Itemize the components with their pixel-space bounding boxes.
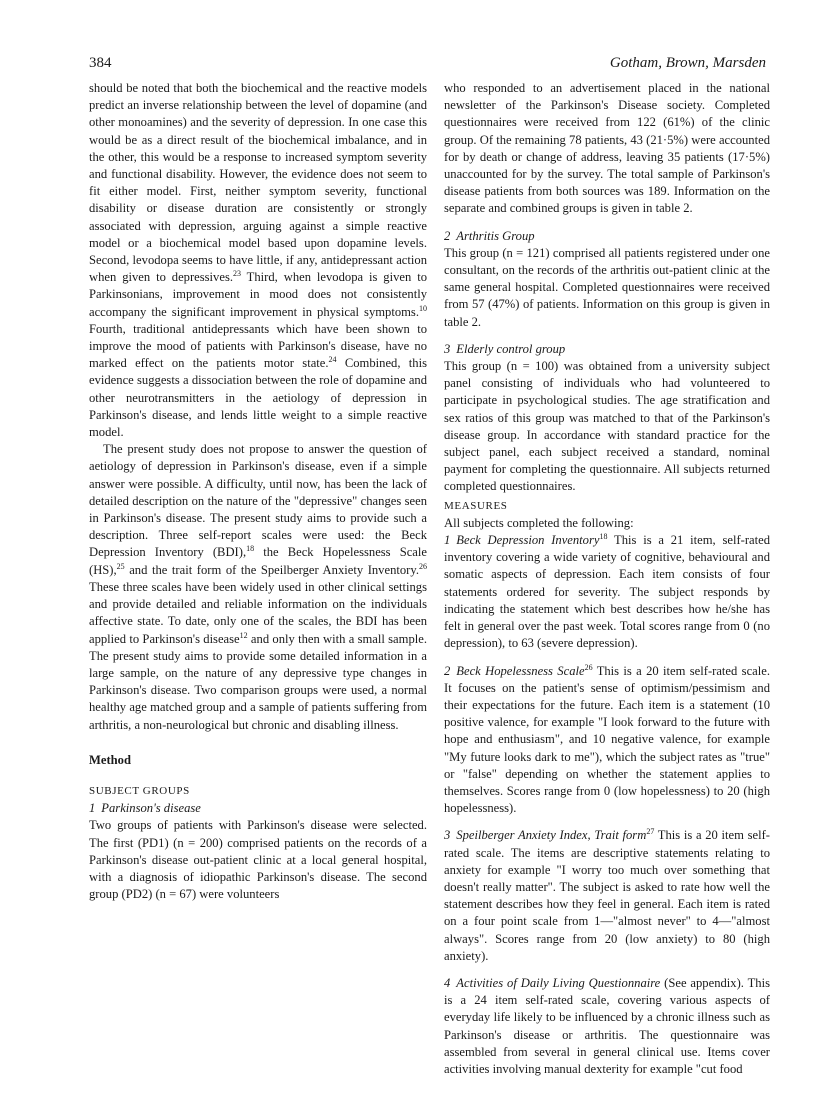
paragraph: who responded to an advertisement placed in the national newsletter of the Parkinson's Disease society. Completed questionnaires were received from 122 (61%) of the clinic group. Of the remaining 78 patients, 43 (21·5%) were accounted for by death or change of address, leaving 35 patients (17·5%) unaccounted for by the survey. The total sample of Parkinson's disease patients from both sources was 189. Information on the separate and combined groups is given in table 2. — [444, 81, 770, 216]
reference: 24 — [328, 355, 337, 365]
paragraph: 4 Activities of Daily Living Questionnaire (See appendix). This is a 24 item self-rated scale, covering various aspects of everyday life likely to be influenced by a chronic illness such as Parkinson's disease or arthritis. The questionnaire was assembled from several in general clinical use. Items cover activities involving manual dexterity for example "cut food — [444, 975, 770, 1076]
reference: 25 — [116, 561, 125, 571]
reference: 10 — [419, 303, 427, 313]
paragraph: This group (n = 100) was obtained from a university subject panel consisting of individuals who had volunteered to participate in psychological studies. The age stratification and sex ratios of this group was matched to that of the Parkinson's disease group. In accordance with standard practice for the subject panel, each subject received a standard, nominal payment for completing the questionnaire. All subjects returned completed questionnaires. — [444, 359, 770, 494]
reference: 12 — [239, 630, 248, 640]
paragraph: This group (n = 121) comprised all patients registered under one consultant, on the records of the arthritis out-patient clinic at the same general hospital. Completed questionnaires were received from 57 (47%) of patients. Information on this group is given in table 2. — [444, 245, 770, 329]
right-column — [444, 80, 770, 1078]
subsection-heading: SUBJECT GROUPS — [89, 784, 190, 797]
reference: 26 — [419, 561, 427, 571]
subsection-heading: MEASURES — [444, 499, 508, 512]
reference: 26 — [584, 662, 593, 672]
paragraph: 1 Beck Depression Inventory$^{18}$ This is a 21 item, self-rated inventory covering a wide variety of cognitive, behavioural and somatic aspects of depression. Each item consists of four statements ordered for severity. The subject responds by indicating the statement which best describes how he/she has felt in general over the past week. Total scores range from 0 (no depression), to 63 (severe depression). — [444, 532, 770, 651]
paragraph: The present study does not propose to answer the question of aetiology of depression in Parkinson's disease, even if a simple answer were possible. A difficulty, until now, has been the lack of detailed description on the nature of the "depressive" changes seen in Parkinson's disease. The present study aims to provide such a description. Three self-report scales were used: the Beck Depression Inventory (BDI),$^{18}$ the Beck Hopelessness Scale (HS),$^{25}$ and the trait form of the Speilberger Anxiety Inventory.$^{26}$ These three scales have been widely used in other clinical settings and provide detailed and reliable information on the individuals affective state. To date, only one of the scales, the BDI has been applied to Parkinson's disease$^{12}$ and only then with a small sample. The present study aims to provide some detailed information in a large sample, on the nature of any depressive type changes in Parkinson's disease. Two comparison groups were used, a normal healthy age matched group and a sample of patients suffering from arthritis, a non-neurological but chronic and disabling illness. — [89, 442, 427, 732]
paragraph: All subjects completed the following: — [444, 515, 634, 530]
paragraph: 2 Beck Hopelessness Scale$^{26}$ This is a 20 item self-rated scale. It focuses on the patient's sense of optimism/pessimism and their expectations for the future. Each item is a statement (10 positive valence, for example "I look forward to the future with hope and enthusiasm", and 10 negative valence, for example "My future looks dark to me"), which the subject rates as "true" or "false" depending on whether the statement applies to themselves. Scores range from 0 (low hopelessness) to 20 (high hopelessness). — [444, 662, 770, 816]
paragraph: Two groups of patients with Parkinson's disease were selected. The first (PD1) (n = 200) comprised patients on the records of a Parkinson's disease out-patient clinic at a local general hospital, with a diagnosis of idiopathic Parkinson's disease. The second group (PD2) (n = 67) were volunteers — [89, 818, 427, 902]
running-head: Gotham, Brown, Marsden — [609, 55, 766, 71]
reference: 23 — [233, 269, 241, 279]
paragraph: 3 Speilberger Anxiety Index, Trait form$^{27}$ This is a 20 item self-rated scale. The items are descriptive statements relating to anxiety for example "I worry too much over something that doesn't really matter". The subject is asked to rate how well the statement describes how they feel in general. Each item is rated on a four point scale from 1—"almost never" to 4—"almost always". Scores range from 20 (low anxiety) to 80 (high anxiety). — [444, 827, 770, 963]
reference: 27 — [646, 827, 655, 837]
reference: 18 — [246, 544, 255, 554]
left-column — [89, 80, 427, 903]
subheading: 1 Parkinson's disease — [89, 801, 201, 816]
section-heading: Method — [89, 752, 131, 767]
subheading: 2 Arthritis Group — [444, 228, 535, 243]
subheading: 3 Elderly control group — [444, 341, 566, 356]
reference: 18 — [599, 532, 608, 542]
paragraph: should be noted that both the biochemical and the reactive models predict an inverse relationship between the level of dopamine (and other monoamines) and the severity of depression. In one case this would be as a direct result of the biochemical imbalance, and in the other, this would be a response to increased symptom severity and functional disability. However, the evidence does not seem to fit either model. First, neither symptom severity, functional disability or disease duration are consistently or strongly associated with depression, arguing against a simple reactive model or a biochemical model based upon dopamine levels. Second, levodopa seems to have little, if any, antidepressant action when given to depressives.$^{23}$ Third, when levodopa is given to Parkinsonians, improvement in mood does not consistently accompany the significant improvement in physical symptoms.$^{10}$ Fourth, traditional antidepressants which have been shown to improve the mood of patients with Parkinson's disease, have no marked effect on the patients motor state.$^{24}$ Combined, this evidence suggests a dissociation between the role of dopamine and other neurotransmitters in the aetiology of depression in Parkinson's disease, and lends little weight to a simple reactive model. — [89, 81, 427, 440]
page-number: 384 — [89, 55, 112, 71]
